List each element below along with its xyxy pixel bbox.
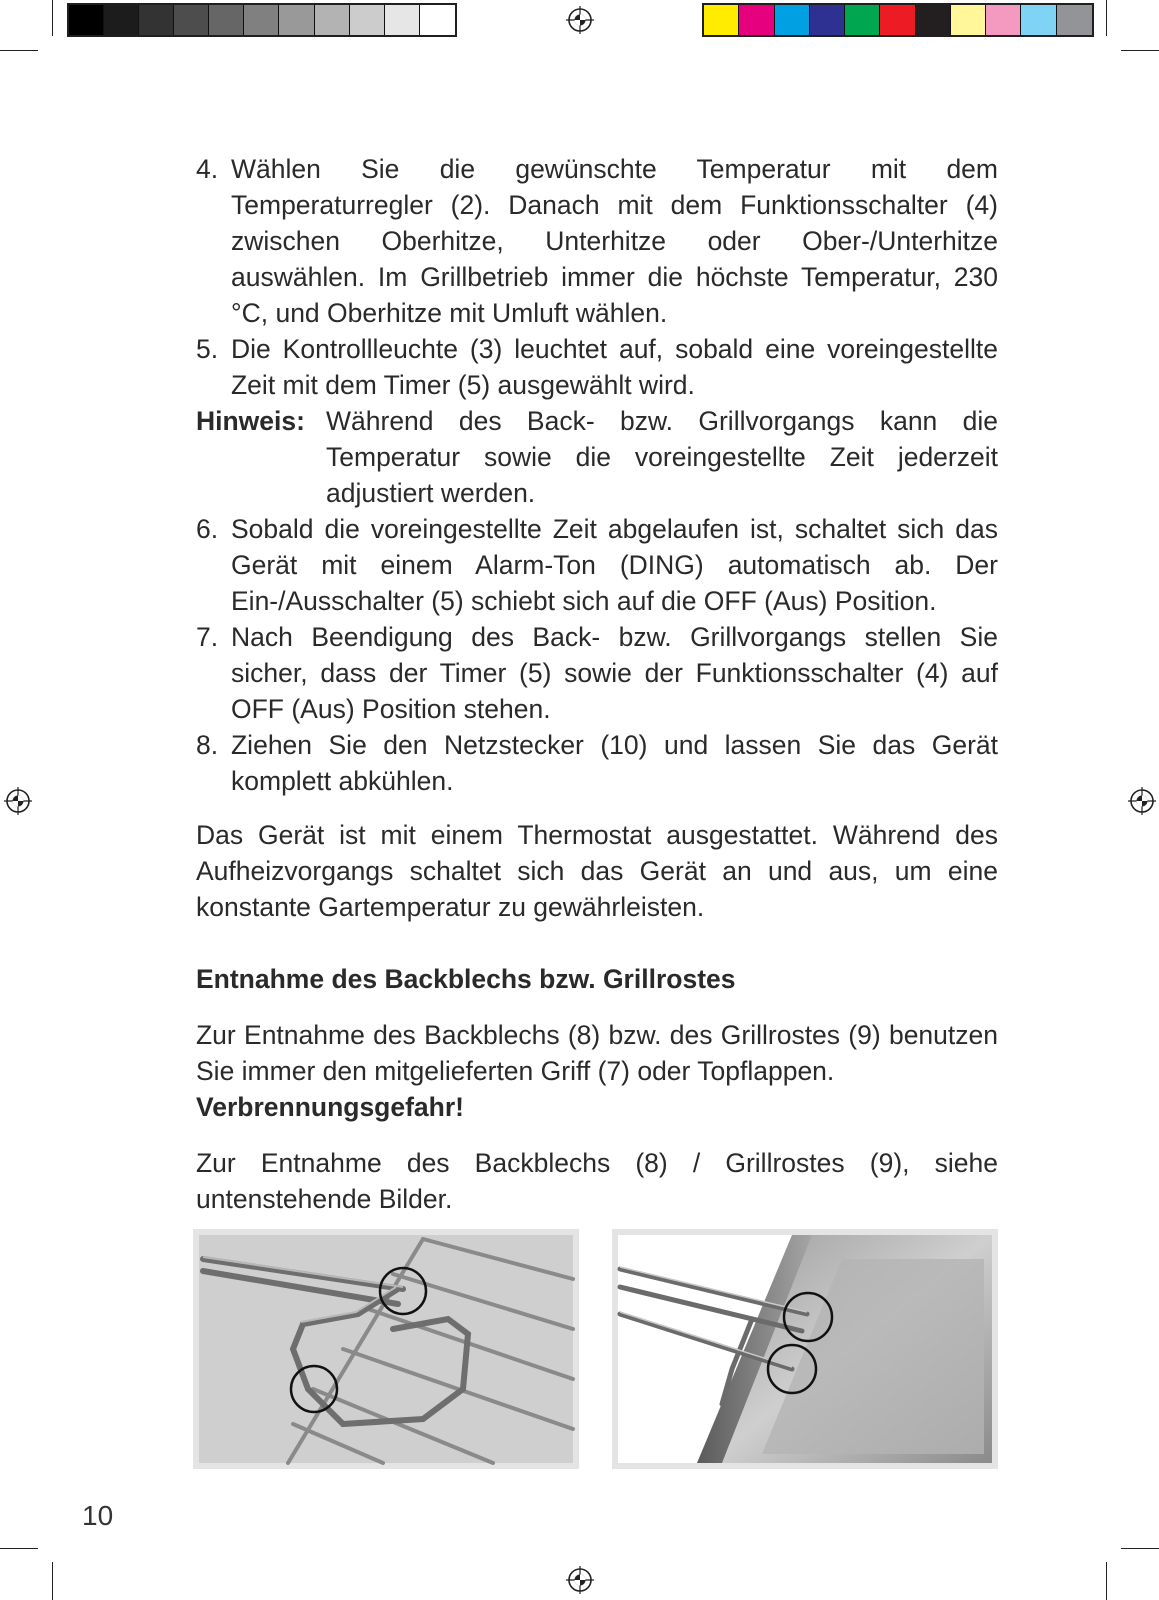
color-swatch: [986, 5, 1021, 35]
list-number: 4.: [196, 154, 219, 184]
color-swatch: [704, 5, 739, 35]
color-swatch: [775, 5, 810, 35]
crop-mark: [0, 1548, 38, 1549]
thermostat-paragraph: Das Gerät ist mit einem Thermostat ausgestattet. Während des Aufheizvorgangs schaltet sich das Gerät an und aus, um eine konstante Gartemperatur zu gewährleisten.: [196, 820, 998, 922]
images-paragraph: Zur Entnahme des Backblechs (8) / Grillrostes (9), siehe untenstehende Bilder.: [196, 1148, 998, 1214]
crop-mark: [52, 0, 53, 36]
list-item: [196, 331, 998, 403]
list-number: 8.: [196, 730, 219, 760]
gray-swatch: [350, 5, 385, 35]
color-swatch: [880, 5, 915, 35]
gray-swatch: [244, 5, 279, 35]
color-swatch: [1021, 5, 1056, 35]
list-number: 5.: [196, 334, 219, 364]
hint-label: Hinweis:: [196, 406, 305, 436]
list-item: [196, 619, 998, 727]
page-number: 10: [82, 1500, 114, 1531]
crop-mark: [0, 50, 38, 51]
list-item: [196, 727, 998, 799]
grill-rack-removal-photo: [193, 1229, 579, 1469]
list-text: Sobald die voreingestellte Zeit abgelaufen ist, schaltet sich das Gerät mit einem Alarm-Ton (DING) automatisch ab. Der Ein-/Ausschalter (5) schiebt sich auf die OFF (Aus) Position.: [231, 514, 998, 616]
gray-swatch: [420, 5, 455, 35]
list-text: Ziehen Sie den Netzstecker (10) und lassen Sie das Gerät komplett abkühlen.: [231, 730, 998, 796]
gray-swatch: [209, 5, 244, 35]
gray-swatch: [174, 5, 209, 35]
hint-note: [196, 403, 998, 511]
gray-swatch: [69, 5, 104, 35]
color-swatch: [810, 5, 845, 35]
list-text: Wählen Sie die gewünschte Temperatur mit dem Temperaturregler (2). Danach mit dem Funktionsschalter (4) zwischen Oberhitze, Unterhitze oder Ober-/Unterhitze auswählen. Im Grillbetrieb immer die höchste Temperatur, 230 °C, und Oberhitze mit Umluft wählen.: [231, 154, 998, 328]
list-item: [196, 151, 998, 331]
gray-swatch: [315, 5, 350, 35]
list-text: Nach Beendigung des Back- bzw. Grillvorgangs stellen Sie sicher, dass der Timer (5) sowie der Funktionsschalter (4) auf OFF (Aus) Position stehen.: [231, 622, 998, 724]
color-swatch: [916, 5, 951, 35]
registration-mark-icon: [566, 6, 594, 34]
crop-mark: [1121, 50, 1159, 51]
baking-tray-removal-photo: [612, 1229, 998, 1469]
color-swatch: [739, 5, 774, 35]
registration-mark-icon: [566, 1566, 594, 1594]
registration-mark-icon: [4, 787, 32, 815]
removal-text: Zur Entnahme des Backblechs (8) bzw. des Grillrostes (9) benutzen Sie immer den mitgelieferten Griff (7) oder Topflappen.: [196, 1020, 998, 1086]
hint-text: Während des Back- bzw. Grillvorgangs kann die Temperatur sowie die voreingestellte Zeit jederzeit adjustiert werden.: [326, 406, 998, 508]
list-number: 7.: [196, 622, 219, 652]
page-content: [196, 151, 998, 1217]
gray-swatch: [139, 5, 174, 35]
list-item: [196, 511, 998, 619]
removal-paragraph: [196, 1017, 998, 1125]
gray-swatch: [279, 5, 314, 35]
burn-warning: Verbrennungsgefahr!: [196, 1092, 464, 1122]
crop-mark: [1121, 1548, 1159, 1549]
crop-mark: [1106, 1562, 1107, 1600]
gray-swatch: [104, 5, 139, 35]
section-heading: Entnahme des Backblechs bzw. Grillrostes: [196, 964, 736, 994]
color-swatch: [1057, 5, 1092, 35]
registration-mark-icon: [1128, 787, 1156, 815]
crop-mark: [52, 1562, 53, 1600]
list-text: Die Kontrollleuchte (3) leuchtet auf, sobald eine voreingestellte Zeit mit dem Timer (5) ausgewählt wird.: [231, 334, 998, 400]
color-swatch: [951, 5, 986, 35]
color-swatch: [845, 5, 880, 35]
gray-swatch: [385, 5, 420, 35]
grayscale-calibration-bar: [67, 3, 457, 37]
color-calibration-bar: [702, 3, 1094, 37]
list-number: 6.: [196, 514, 219, 544]
crop-mark: [1106, 0, 1107, 36]
